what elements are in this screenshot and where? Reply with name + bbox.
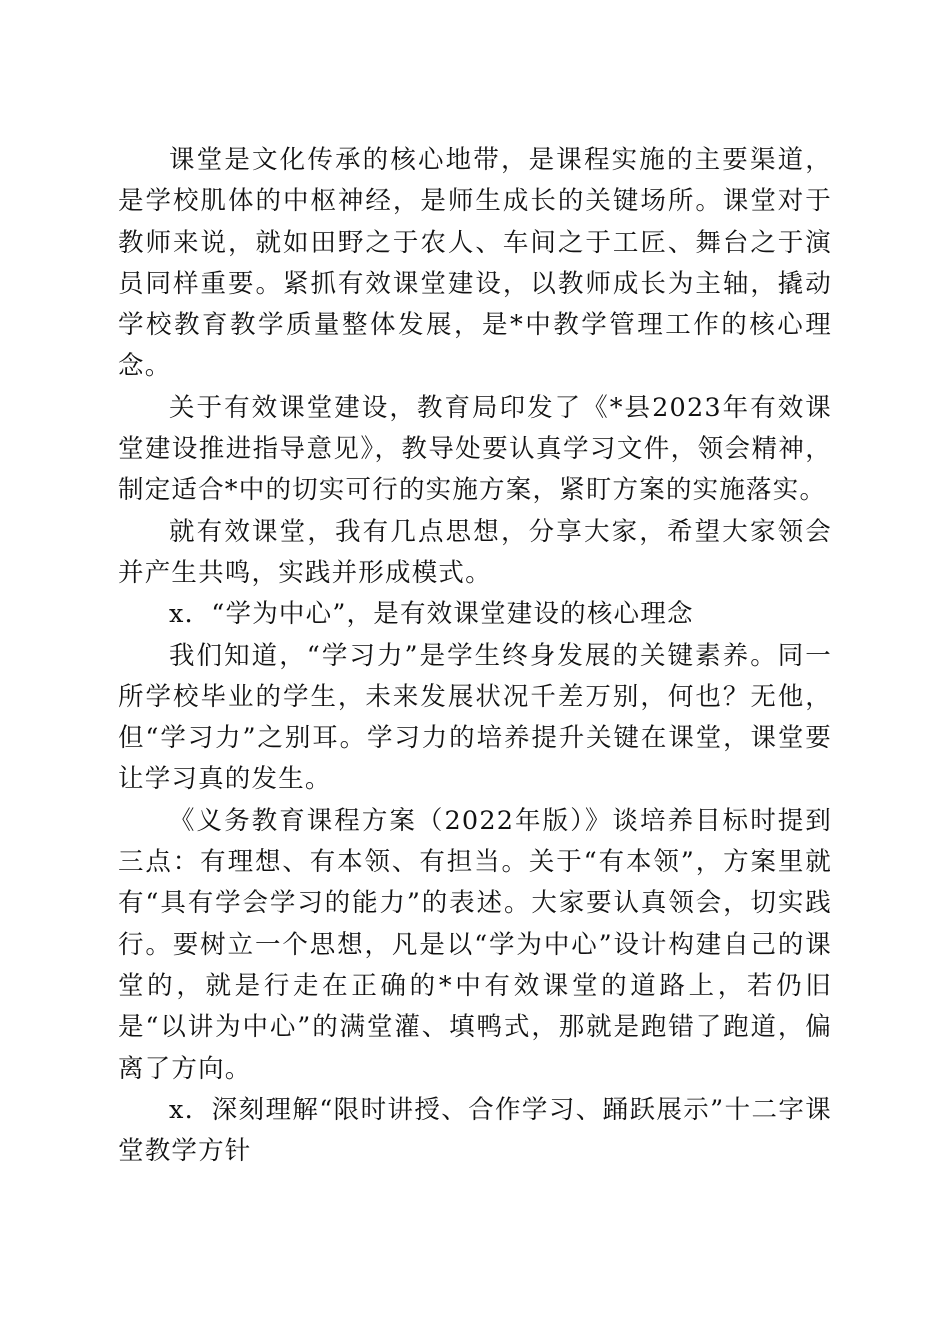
document-body	[118, 140, 832, 1172]
paragraph-thoughts: 就有效课堂，我有几点思想，分享大家，希望大家领会并产生共鸣，实践并形成模式。	[118, 516, 832, 588]
heading-teaching-policy: x．深刻理解“限时讲授、合作学习、踊跃展示”十二字课堂教学方针	[118, 1094, 832, 1167]
heading-learning-centered: x．“学为中心”，是有效课堂建设的核心理念	[169, 599, 694, 630]
paragraph-intro: 课堂是文化传承的核心地带，是课程实施的主要渠道，是学校肌体的中枢神经，是师生成长的关键场所。课堂对于教师来说，就如田野之于农人、车间之于工匠、舞台之于演员同样重要。紧抓有效课堂建设，以教师成长为主轴，撬动学校教育教学质量整体发展，是*中教学管理工作的核心理念。	[118, 145, 832, 382]
paragraph-guidance: 关于有效课堂建设，教育局印发了《*县2023年有效课堂建设推进指导意见》，教导处要认真学习文件，领会精神，制定适合*中的切实可行的实施方案，紧盯方案的实施落实。	[118, 392, 832, 506]
paragraph-learning-ability: 我们知道，“学习力”是学生终身发展的关键素养。同一所学校毕业的学生，未来发展状况千差万别，何也？无他，但“学习力”之别耳。学习力的培养提升关键在课堂，课堂要让学习真的发生。	[118, 640, 832, 795]
paragraph-curriculum-plan: 《义务教育课程方案（2022年版）》谈培养目标时提到三点：有理想、有本领、有担当。关于“有本领”，方案里就有“具有学会学习的能力”的表述。大家要认真领会，切实践行。要树立一个思想，凡是以“学为中心”设计构建自己的课堂的，就是行走在正确的*中有效课堂的道路上，若仍旧是“以讲为中心”的满堂灌、填鸭式，那就是跑错了跑道，偏离了方向。	[118, 805, 832, 1084]
